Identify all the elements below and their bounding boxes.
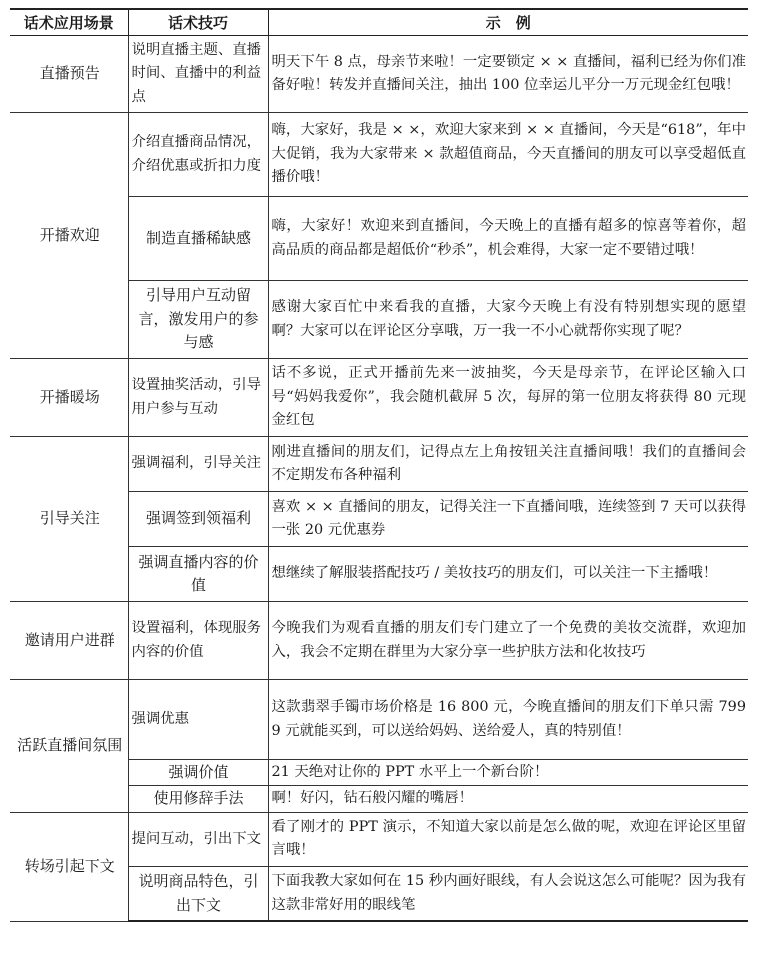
header-technique: 话术技巧: [128, 9, 268, 36]
table-row: [10, 437, 748, 492]
example-cell: 21 天绝对让你的 PPT 水平上一个新台阶！: [268, 760, 748, 786]
header-example: 示 例: [268, 9, 748, 36]
technique-cell: 强调签到领福利: [128, 492, 268, 547]
example-cell: 话不多说，正式开播前先来一波抽奖，今天是母亲节，在评论区输入口号“妈妈我爱你”，我会随机截屏 5 次，每屏的第一位朋友将获得 80 元现金红包: [268, 359, 748, 437]
technique-cell: 引导用户互动留言，激发用户的参与感: [128, 281, 268, 359]
table-row: [10, 812, 748, 866]
example-cell: 感谢大家百忙中来看我的直播，大家今天晚上有没有特别想实现的愿望啊？大家可以在评论区分享哦，万一我一不小心就帮你实现了呢？: [268, 281, 748, 359]
example-cell: 刚进直播间的朋友们，记得点左上角按钮关注直播间哦！我们的直播间会不定期发布各种福利: [268, 437, 748, 492]
table-row: [10, 602, 748, 680]
example-cell: 想继续了解服装搭配技巧 / 美妆技巧的朋友们，可以关注一下主播哦！: [268, 547, 748, 602]
technique-cell: 制造直播稀缺感: [128, 197, 268, 281]
table-row: [10, 680, 748, 760]
technique-cell: 强调价值: [128, 760, 268, 786]
example-cell: 今晚我们为观看直播的朋友们专门建立了一个免费的美妆交流群，欢迎加入，我会不定期在群里为大家分享一些护肤方法和化妆技巧: [268, 602, 748, 680]
technique-cell: 说明直播主题、直播时间、直播中的利益点: [128, 36, 268, 113]
technique-cell: 介绍直播商品情况，介绍优惠或折扣力度: [128, 113, 268, 197]
table-row: [10, 359, 748, 437]
technique-cell: 强调福利，引导关注: [128, 437, 268, 492]
example-cell: 下面我教大家如何在 15 秒内画好眼线，有人会说这怎么可能呢？因为我有这款非常好用的眼线笔: [268, 866, 748, 921]
scenario-cell: 转场引起下文: [10, 812, 128, 921]
example-cell: 嗨，大家好！欢迎来到直播间，今天晚上的直播有超多的惊喜等着你，超高品质的商品都是超低价“秒杀”，机会难得，大家一定不要错过哦！: [268, 197, 748, 281]
scenario-cell: 开播暖场: [10, 359, 128, 437]
table-row: [10, 113, 748, 197]
example-cell: 这款翡翠手镯市场价格是 16 800 元，今晚直播间的朋友们下单只需 7999 元就能买到，可以送给妈妈、送给爱人，真的特别值！: [268, 680, 748, 760]
scenario-cell: 邀请用户进群: [10, 602, 128, 680]
example-cell: 嗨，大家好，我是 × ×，欢迎大家来到 × × 直播间，今天是“618”，年中大促销，我为大家带来 × 款超值商品，今天直播间的朋友可以享受超低直播价哦！: [268, 113, 748, 197]
header-scenario: 话术应用场景: [10, 9, 128, 36]
example-cell: 啊！好闪，钻石般闪耀的嘴唇！: [268, 786, 748, 812]
technique-cell: 设置抽奖活动，引导用户参与互动: [128, 359, 268, 437]
scenario-cell: 活跃直播间氛围: [10, 680, 128, 813]
technique-cell: 说明商品特色，引出下文: [128, 866, 268, 921]
header-row: [10, 9, 748, 36]
scenario-cell: 直播预告: [10, 36, 128, 113]
technique-cell: 提问互动，引出下文: [128, 812, 268, 866]
script-techniques-table: [10, 8, 748, 922]
technique-cell: 强调直播内容的价值: [128, 547, 268, 602]
table-row: [10, 36, 748, 113]
scenario-cell: 开播欢迎: [10, 113, 128, 359]
technique-cell: 强调优惠: [128, 680, 268, 760]
example-cell: 看了刚才的 PPT 演示，不知道大家以前是怎么做的呢，欢迎在评论区里留言哦！: [268, 812, 748, 866]
technique-cell: 使用修辞手法: [128, 786, 268, 812]
scenario-cell: 引导关注: [10, 437, 128, 602]
example-cell: 明天下午 8 点，母亲节来啦！一定要锁定 × × 直播间，福利已经为你们准备好啦！转发并直播间关注，抽出 100 位幸运儿平分一万元现金红包哦！: [268, 36, 748, 113]
example-cell: 喜欢 × × 直播间的朋友，记得关注一下直播间哦，连续签到 7 天可以获得一张 20 元优惠券: [268, 492, 748, 547]
technique-cell: 设置福利，体现服务内容的价值: [128, 602, 268, 680]
